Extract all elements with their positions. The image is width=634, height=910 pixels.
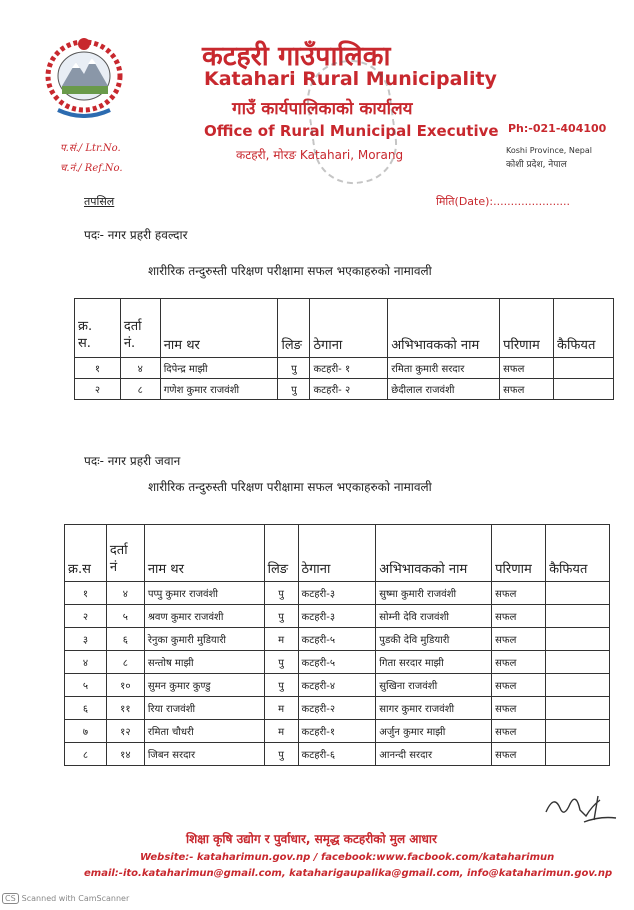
cell-result: सफल: [500, 358, 554, 379]
table-row: [65, 720, 610, 743]
cell-name: रिया राजवंशी: [144, 697, 264, 720]
col-header-gender: लिङ: [278, 299, 310, 358]
col-header-registration: [120, 299, 160, 358]
cell-registration: १४: [106, 743, 144, 766]
cell-remarks: [546, 628, 610, 651]
col-header-result: परिणाम: [500, 299, 554, 358]
signature: [540, 786, 620, 830]
cell-serial: ३: [65, 628, 107, 651]
col-header-address: ठेगाना: [310, 299, 388, 358]
cell-guardian: रमिता कुमारी सरदार: [388, 358, 500, 379]
date-label: मिति(Date):......................: [436, 195, 571, 208]
col-header-gender: लिङ: [264, 525, 298, 582]
tapasil-label: तपसिल: [84, 195, 115, 208]
camscanner-text: Scanned with CamScanner: [21, 894, 130, 903]
cell-address: कटहरी-१: [298, 720, 376, 743]
cell-registration: ११: [106, 697, 144, 720]
list-heading-2: शारीरिक तन्दुरुस्ती परिक्षण परीक्षामा सफल भएकाहरुको नामावली: [148, 480, 432, 494]
col-header-registration-line2: नं.: [123, 336, 136, 352]
cell-address: कटहरी-४: [298, 674, 376, 697]
footer-website: Website:- kataharimun.gov.np / facebook:www.facbook.com/kataharimun: [140, 852, 555, 863]
cell-name: रमिता चौधरी: [144, 720, 264, 743]
cell-result: सफल: [492, 605, 546, 628]
cell-remarks: [546, 605, 610, 628]
cell-remarks: [546, 674, 610, 697]
cell-registration: १२: [106, 720, 144, 743]
province-english: Koshi Province, Nepal: [506, 146, 592, 155]
cell-serial: ५: [65, 674, 107, 697]
col-header-registration: [106, 525, 144, 582]
cell-result: सफल: [492, 697, 546, 720]
cell-guardian: अर्जुन कुमार माझी: [376, 720, 492, 743]
cell-gender: पु: [264, 743, 298, 766]
table-row: [65, 605, 610, 628]
table-row: [65, 697, 610, 720]
office-title-nepali: गाउँ कार्यपालिकाको कार्यालय: [232, 99, 413, 119]
cell-serial: ७: [65, 720, 107, 743]
cell-serial: १: [75, 358, 121, 379]
col-header-serial-line1: क्र.: [78, 319, 93, 335]
letter-number-label: प.सं./ Ltr.No.: [60, 143, 121, 154]
cell-registration: ४: [106, 582, 144, 605]
cell-result: सफल: [492, 651, 546, 674]
table-row: [65, 628, 610, 651]
results-table-havaldar: [74, 298, 614, 400]
cell-remarks: [546, 720, 610, 743]
reference-number-label: च.नं./ Ref.No.: [60, 163, 123, 174]
cell-guardian: सुष्मा कुमारी राजवंशी: [376, 582, 492, 605]
cell-serial: ४: [65, 651, 107, 674]
cell-result: सफल: [500, 379, 554, 400]
cell-registration: ४: [120, 358, 160, 379]
cell-address: कटहरी-३: [298, 605, 376, 628]
col-header-remarks: कैफियत: [554, 299, 614, 358]
province-nepali: कोशी प्रदेश, नेपाल: [506, 160, 567, 170]
table-row: [65, 582, 610, 605]
municipality-title-english: Katahari Rural Municipality: [204, 68, 497, 90]
table-row: [75, 358, 614, 379]
cell-gender: पु: [278, 379, 310, 400]
cell-gender: पु: [264, 674, 298, 697]
cell-result: सफल: [492, 743, 546, 766]
cell-gender: म: [264, 628, 298, 651]
cell-address: कटहरी- १: [310, 358, 388, 379]
table-row: [65, 651, 610, 674]
cell-address: कटहरी-६: [298, 743, 376, 766]
cell-guardian: सुखिना राजवंशी: [376, 674, 492, 697]
cell-remarks: [546, 651, 610, 674]
cell-registration: ८: [106, 651, 144, 674]
cell-guardian: सोम्नी देवि राजवंशी: [376, 605, 492, 628]
municipality-title-nepali: कटहरी गाउँपालिका: [202, 41, 391, 72]
cell-gender: म: [264, 697, 298, 720]
office-title-english: Office of Rural Municipal Executive: [204, 122, 499, 140]
phone-number: Ph:-021-404100: [508, 122, 607, 135]
col-header-serial: [75, 299, 121, 358]
camscanner-icon: CS: [2, 893, 19, 904]
cell-remarks: [546, 743, 610, 766]
municipality-logo: [38, 32, 130, 118]
cell-gender: म: [264, 720, 298, 743]
table-row: [65, 674, 610, 697]
cell-gender: पु: [278, 358, 310, 379]
cell-result: सफल: [492, 674, 546, 697]
col-header-registration-line1: दर्ता: [109, 543, 128, 559]
office-address: कटहरी, मोरङ Katahari, Morang: [236, 148, 404, 162]
cell-result: सफल: [492, 582, 546, 605]
cell-name: श्रवण कुमार राजवंशी: [144, 605, 264, 628]
cell-name: सुमन कुमार कुण्डु: [144, 674, 264, 697]
col-header-registration-line1: दर्ता: [123, 319, 142, 335]
cell-remarks: [546, 582, 610, 605]
footer-email: email:-ito.kataharimun@gmail.com, kataharigaupalika@gmail.com, info@kataharimun.gov.np: [84, 868, 613, 879]
cell-address: कटहरी-५: [298, 628, 376, 651]
cell-address: कटहरी- २: [310, 379, 388, 400]
cell-registration: ८: [120, 379, 160, 400]
cell-registration: ५: [106, 605, 144, 628]
table-header-row: [75, 299, 614, 358]
col-header-serial-line2: स.: [78, 336, 91, 352]
cell-remarks: [554, 358, 614, 379]
cell-name: सन्तोष माझी: [144, 651, 264, 674]
cell-name: पप्पु कुमार राजवंशी: [144, 582, 264, 605]
table-row: [65, 743, 610, 766]
cell-gender: पु: [264, 651, 298, 674]
cell-address: कटहरी-५: [298, 651, 376, 674]
cell-address: कटहरी-३: [298, 582, 376, 605]
cell-registration: ६: [106, 628, 144, 651]
cell-guardian: छेदीलाल राजवंशी: [388, 379, 500, 400]
cell-address: कटहरी-२: [298, 697, 376, 720]
results-table-javan: [64, 524, 610, 766]
cell-registration: १०: [106, 674, 144, 697]
camscanner-watermark: [2, 893, 129, 904]
cell-gender: पु: [264, 582, 298, 605]
col-header-registration-line2: नं: [109, 560, 118, 576]
cell-name: दिपेन्द्र माझी: [160, 358, 278, 379]
footer-motto: शिक्षा कृषि उद्योग र पुर्वाधार, समृद्ध कटहरीको मुल आधार: [186, 832, 437, 846]
col-header-address: ठेगाना: [298, 525, 376, 582]
col-header-result: परिणाम: [492, 525, 546, 582]
col-header-name: नाम थर: [160, 299, 278, 358]
cell-result: सफल: [492, 720, 546, 743]
table-row: [75, 379, 614, 400]
col-header-remarks: कैफियत: [546, 525, 610, 582]
cell-name: जिबन सरदार: [144, 743, 264, 766]
col-header-name: नाम थर: [144, 525, 264, 582]
cell-remarks: [554, 379, 614, 400]
cell-result: सफल: [492, 628, 546, 651]
cell-guardian: गिता सरदार माझी: [376, 651, 492, 674]
cell-gender: पु: [264, 605, 298, 628]
cell-serial: ६: [65, 697, 107, 720]
col-header-guardian: अभिभावकको नाम: [388, 299, 500, 358]
cell-serial: १: [65, 582, 107, 605]
cell-guardian: आनन्दी सरदार: [376, 743, 492, 766]
cell-serial: २: [75, 379, 121, 400]
cell-name: गणेश कुमार राजवंशी: [160, 379, 278, 400]
post-title-havaldar: पदः- नगर प्रहरी हवल्दार: [84, 228, 188, 242]
table-header-row: [65, 525, 610, 582]
cell-serial: २: [65, 605, 107, 628]
cell-guardian: सागर कुमार राजवंशी: [376, 697, 492, 720]
list-heading-1: शारीरिक तन्दुरुस्ती परिक्षण परीक्षामा सफल भएकाहरुको नामावली: [148, 264, 432, 278]
cell-serial: ८: [65, 743, 107, 766]
cell-name: रेनुका कुमारी मुडियारी: [144, 628, 264, 651]
col-header-guardian: अभिभावकको नाम: [376, 525, 492, 582]
cell-remarks: [546, 697, 610, 720]
cell-guardian: पुडकी देवि मुडियारी: [376, 628, 492, 651]
post-title-javan: पदः- नगर प्रहरी जवान: [84, 454, 181, 468]
col-header-serial: क्र.स: [65, 525, 107, 582]
